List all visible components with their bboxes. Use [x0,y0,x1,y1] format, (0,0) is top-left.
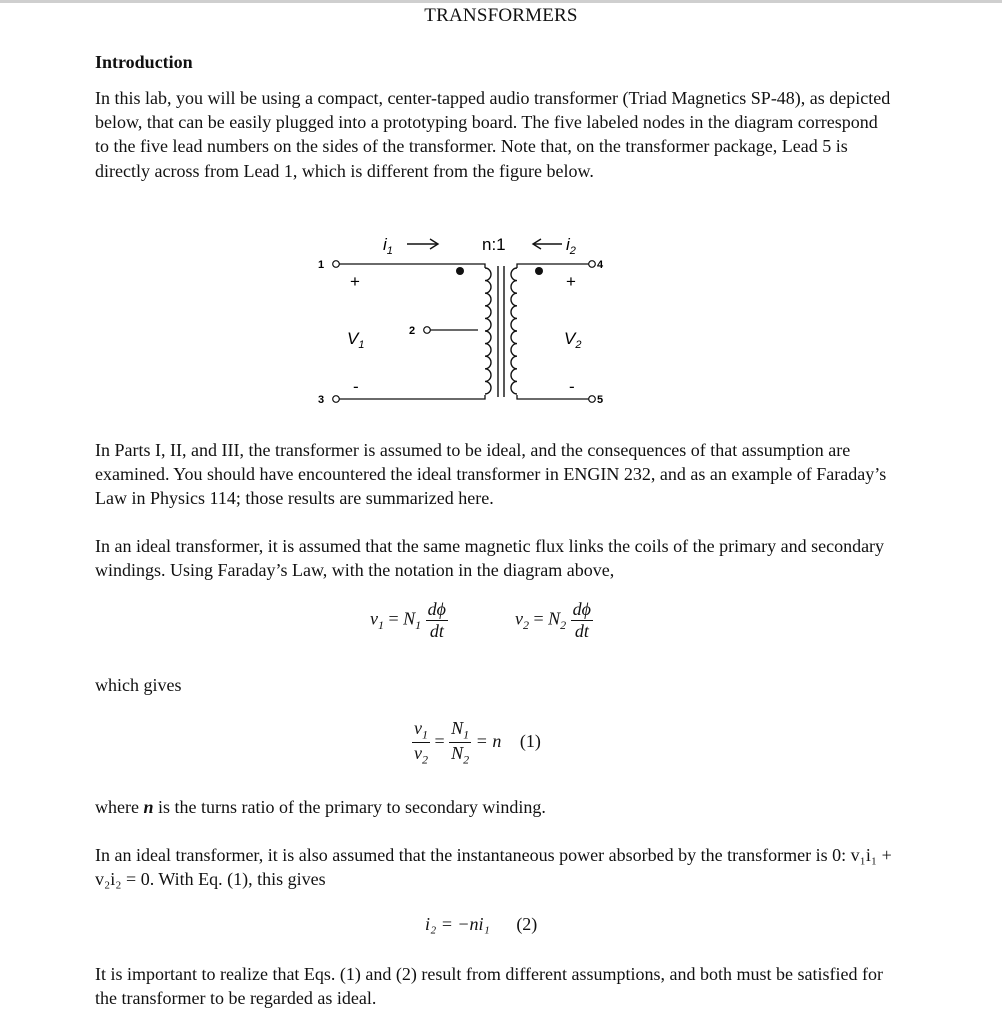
v-ratio-fraction: $\frac{v_1}{v_2}$ [414,718,428,767]
terminal-4 [589,261,596,268]
n-ratio-fraction: $\frac{N_1}{N_2}$ [451,718,470,767]
primary-polarity-dot [456,267,464,275]
equation-1: $\frac{v_1}{v_2}$ = $\frac{N_1}{N_2}$ = n (1) [414,718,541,767]
equation-2: i₂ = −ni₁ (2) [425,914,538,934]
turns-ratio-label: n:1 [482,235,506,254]
transformer-diagram [310,228,610,413]
lead-4-label: 4 [597,259,604,271]
lead-5-label: 5 [597,394,604,406]
dphi-dt-fraction-2: $\frac{d\phi}{dt}$ [572,599,591,641]
primary-minus-sign: - [353,377,359,396]
lead-1-label: 1 [318,259,325,271]
which-gives-text: which gives [95,675,182,695]
lead-1-wire [339,264,485,268]
primary-plus-sign: + [350,272,360,291]
turns-ratio-paragraph: where n is the turns ratio of the primary to secondary winding. [95,797,546,817]
intro-paragraph: In this lab, you will be using a compact, center-tapped audio transformer (Triad Magnetics SP-48), as depicted below, that can be easily plugged into a prototyping board. The five labeled nodes in the diagram correspond to the five lead numbers on the sides of the transformer. Note that, on the transformer package, Lead 5 is directly across from Lead 1, which is different from the figure below. [95,88,891,181]
equation-1-number: (1) [519,730,541,751]
power-paragraph: In an ideal transformer, it is also assumed that the instantaneous power absorbed by the transformer is 0: v₁i₁ + v₂i₂ = 0. With Eq. (1), this gives [95,845,892,890]
top-border-line [0,0,1002,3]
lead-4-wire [517,264,589,268]
lead-3-label: 3 [318,394,325,406]
terminal-2 [424,327,431,334]
i1-arrow-icon [407,239,438,249]
v2-label: $V_2$ [564,329,582,351]
document-title: TRANSFORMERS [424,5,578,26]
terminal-1 [333,261,340,268]
equation-2-number: (2) [516,914,538,934]
dphi-dt-fraction-1: $\frac{d\phi}{dt}$ [427,599,446,641]
faraday-equation-1: $v_1 = N_1$ $\frac{d\phi}{dt}$ [370,599,446,641]
secondary-plus-sign: + [566,272,576,291]
i2-label: $i_2$ [566,235,576,257]
secondary-coil [511,268,517,394]
lead-2-label: 2 [409,325,416,337]
faraday-equation-2: $v_2 = N_2$ $\frac{d\phi}{dt}$ [515,599,591,641]
ideal-assumption-paragraph: In Parts I, II, and III, the transformer is assumed to be ideal, and the consequences of that assumption are examined. You should have encountered the ideal transformer in ENGIN 232, and as an example of Faraday’s Law in Physics 114; those results are summarized here. [95,440,887,509]
flux-paragraph: In an ideal transformer, it is assumed that the same magnetic flux links the coils of the primary and secondary windings. Using Faraday’s Law, with the notation in the diagram above, [95,536,885,581]
secondary-polarity-dot [535,267,543,275]
terminal-5 [589,396,596,403]
i1-label: $i_1$ [383,235,393,257]
v1-label: $V_1$ [347,329,365,351]
terminal-3 [333,396,340,403]
lead-5-wire [517,395,589,399]
primary-coil [485,268,491,394]
i2-arrow-icon [533,239,562,249]
lead-3-wire [339,395,485,399]
section-heading: Introduction [95,52,193,72]
secondary-minus-sign: - [569,377,575,396]
conclusion-paragraph: It is important to realize that Eqs. (1) and (2) result from different assumptions, and both must be satisfied for the transformer to be regarded as ideal. [95,964,883,1009]
